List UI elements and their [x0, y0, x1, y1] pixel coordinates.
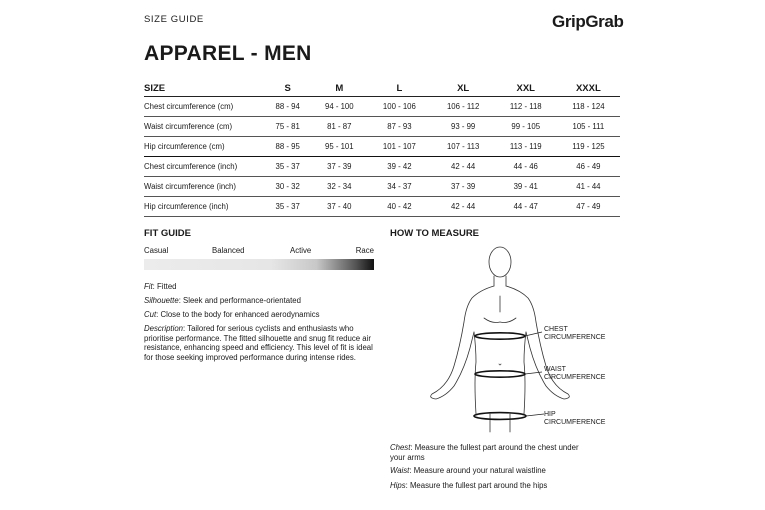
- table-cell: 44 - 46: [495, 157, 557, 177]
- fit-scale-race: Race: [355, 246, 374, 255]
- table-cell: 37 - 40: [311, 197, 367, 217]
- table-cell: 40 - 42: [367, 197, 431, 217]
- table-cell: 113 - 119: [495, 137, 557, 157]
- fit-line: Fit: Fitted: [144, 282, 177, 291]
- table-cell: 47 - 49: [557, 197, 620, 217]
- column-header: S: [264, 80, 311, 97]
- table-cell: 81 - 87: [311, 117, 367, 137]
- table-cell: 119 - 125: [557, 137, 620, 157]
- table-cell: 101 - 107: [367, 137, 431, 157]
- row-label: Waist circumference (inch): [144, 177, 264, 197]
- table-cell: 87 - 93: [367, 117, 431, 137]
- fit-scale-balanced: Balanced: [212, 246, 245, 255]
- table-cell: 30 - 32: [264, 177, 311, 197]
- column-header: SIZE: [144, 80, 264, 97]
- column-header: L: [367, 80, 431, 97]
- table-cell: 75 - 81: [264, 117, 311, 137]
- table-cell: 34 - 37: [367, 177, 431, 197]
- fit-description: Description: Tailored for serious cyclists and enthusiasts who prioritise performance. The fitted silhouette and snug fit reduce air resistance, enhancing speed and efficiency. This level of fit is ideal for those seeking improved performance during intense rides.: [144, 324, 373, 362]
- table-cell: 93 - 99: [432, 117, 495, 137]
- fit-scale-active: Active: [290, 246, 312, 255]
- table-cell: 95 - 101: [311, 137, 367, 157]
- column-header: XXXL: [557, 80, 620, 97]
- table-cell: 42 - 44: [432, 157, 495, 177]
- table-cell: 112 - 118: [495, 97, 557, 117]
- column-header: M: [311, 80, 367, 97]
- cut-line: Cut: Close to the body for enhanced aerodynamics: [144, 310, 320, 319]
- table-header-row: [144, 80, 620, 97]
- fit-scale-labels: [144, 246, 374, 258]
- table-cell: 99 - 105: [495, 117, 557, 137]
- table-cell: 105 - 111: [557, 117, 620, 137]
- page-eyebrow: SIZE GUIDE: [144, 14, 204, 25]
- page-title: APPAREL - MEN: [144, 42, 312, 65]
- fit-gradient-bar: [144, 259, 374, 270]
- table-cell: 37 - 39: [311, 157, 367, 177]
- table-cell: 88 - 95: [264, 137, 311, 157]
- silhouette-line: Silhouette: Sleek and performance-orientated: [144, 296, 301, 305]
- table-cell: 100 - 106: [367, 97, 431, 117]
- row-label: Waist circumference (cm): [144, 117, 264, 137]
- table-cell: 118 - 124: [557, 97, 620, 117]
- row-label: Hip circumference (inch): [144, 197, 264, 217]
- row-label: Chest circumference (inch): [144, 157, 264, 177]
- table-cell: 107 - 113: [432, 137, 495, 157]
- chest-circumference-label: CHEST CIRCUMFERENCE: [544, 326, 606, 342]
- fit-scale-casual: Casual: [144, 246, 169, 255]
- table-row: [144, 197, 620, 217]
- table-row: [144, 137, 620, 157]
- table-cell: 88 - 94: [264, 97, 311, 117]
- table-cell: 35 - 37: [264, 197, 311, 217]
- hip-circumference-label: HIP CIRCUMFERENCE: [544, 411, 606, 427]
- table-cell: 94 - 100: [311, 97, 367, 117]
- hips-instruction: Hips: Measure the fullest part around the hips: [390, 481, 548, 490]
- how-to-measure-heading: HOW TO MEASURE: [390, 228, 480, 239]
- column-header: XXL: [495, 80, 557, 97]
- size-table: [144, 80, 620, 217]
- waist-circumference-label: WAIST CIRCUMFERENCE: [544, 366, 606, 382]
- waist-instruction: Waist: Measure around your natural waistline: [390, 466, 546, 475]
- table-row: [144, 97, 620, 117]
- table-cell: 44 - 47: [495, 197, 557, 217]
- brand-logo: GripGrab: [552, 12, 624, 31]
- row-label: Chest circumference (cm): [144, 97, 264, 117]
- table-row: [144, 117, 620, 137]
- fit-guide-heading: FIT GUIDE: [144, 228, 191, 239]
- table-cell: 37 - 39: [432, 177, 495, 197]
- row-label: Hip circumference (cm): [144, 137, 264, 157]
- table-row: [144, 157, 620, 177]
- table-cell: 41 - 44: [557, 177, 620, 197]
- table-cell: 46 - 49: [557, 157, 620, 177]
- table-cell: 35 - 37: [264, 157, 311, 177]
- column-header: XL: [432, 80, 495, 97]
- table-cell: 106 - 112: [432, 97, 495, 117]
- table-row: [144, 177, 620, 197]
- table-cell: 32 - 34: [311, 177, 367, 197]
- table-cell: 39 - 41: [495, 177, 557, 197]
- chest-instruction: Chest: Measure the fullest part around the chest under your arms: [390, 443, 579, 462]
- table-cell: 39 - 42: [367, 157, 431, 177]
- table-cell: 42 - 44: [432, 197, 495, 217]
